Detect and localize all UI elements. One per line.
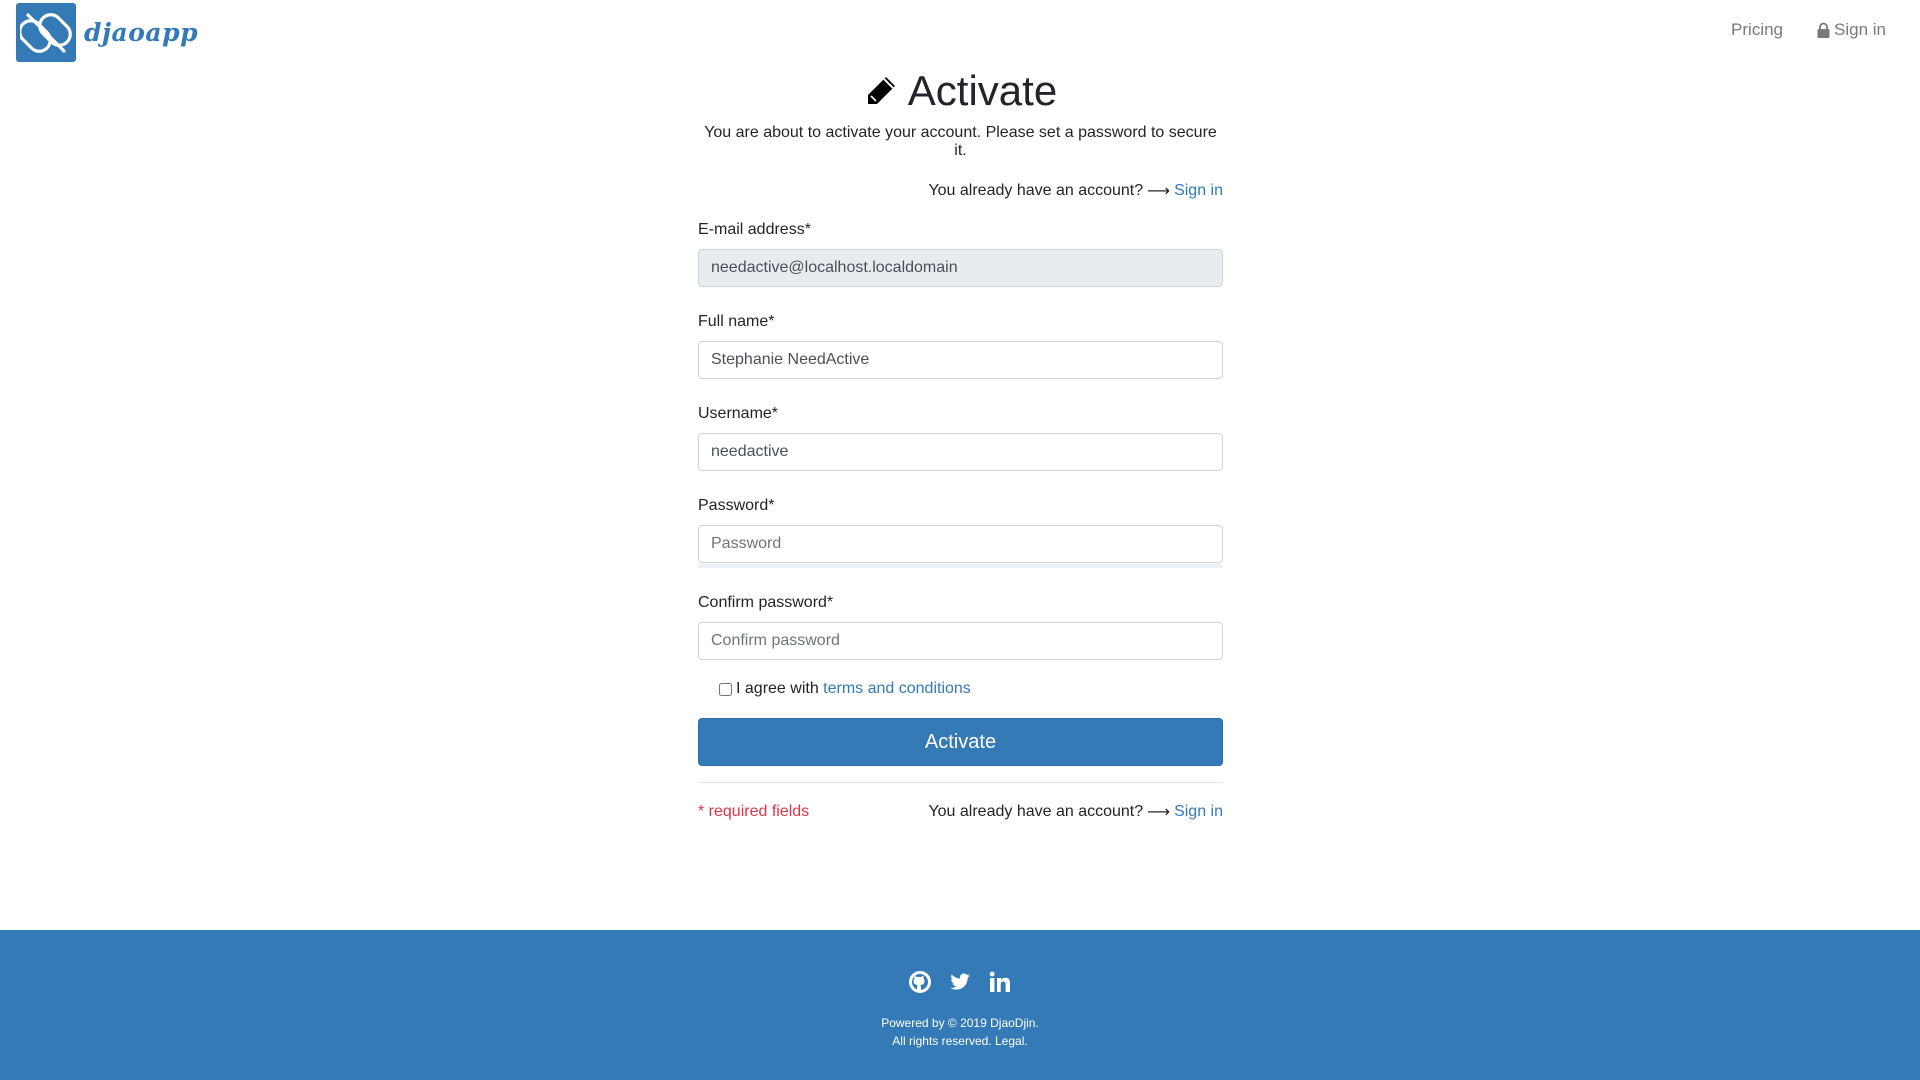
top-nav [1731, 20, 1886, 40]
nav-signin-link[interactable] [1817, 20, 1886, 40]
rights-text: All rights reserved. [892, 1034, 992, 1048]
powered-by-text: Powered by © 2019 DjaoDjin. [881, 1016, 1039, 1030]
signin-link-bottom[interactable]: Sign in [1174, 803, 1223, 820]
form-divider [698, 782, 1223, 783]
lock-icon [1817, 22, 1830, 38]
terms-link[interactable]: terms and conditions [823, 680, 971, 697]
agree-terms-row [698, 680, 1223, 698]
already-account-text-bottom: You already have an account? [928, 803, 1144, 820]
activate-form-container [698, 64, 1223, 822]
password-group [698, 497, 1223, 568]
username-label: Username* [698, 405, 779, 422]
arrow-right-icon: ⟶ [1147, 804, 1171, 821]
username-group [698, 405, 1223, 471]
confirm-password-field[interactable] [698, 622, 1223, 660]
activate-button[interactable]: Activate [698, 718, 1223, 766]
full-name-label: Full name* [698, 313, 775, 330]
full-name-field[interactable] [698, 341, 1223, 379]
footer-rights-line [0, 1032, 1920, 1050]
agree-terms-text: I agree with [736, 680, 819, 697]
github-icon[interactable] [908, 970, 932, 994]
social-links [0, 970, 1920, 994]
confirm-password-label: Confirm password* [698, 594, 834, 611]
djaoapp-logo-icon [16, 3, 76, 62]
username-field[interactable] [698, 433, 1223, 471]
site-footer [0, 930, 1920, 1080]
password-field[interactable] [698, 525, 1223, 563]
page-title [698, 66, 1223, 116]
page-lede: You are about to activate your account. Please set a password to secure it. [704, 124, 1217, 159]
password-label: Password* [698, 497, 775, 514]
required-fields-note: * required fields [698, 803, 810, 820]
already-account-bottom [928, 802, 1223, 822]
email-group [698, 221, 1223, 287]
email-label: E-mail address* [698, 221, 811, 238]
navbar [0, 0, 1920, 64]
signin-link-top[interactable]: Sign in [1174, 182, 1223, 199]
confirm-password-group [698, 594, 1223, 660]
form-footer [698, 802, 1223, 822]
already-account-text: You already have an account? [928, 182, 1144, 199]
agree-terms-checkbox[interactable] [719, 683, 732, 696]
footer-copyright [0, 1014, 1920, 1050]
brand-link[interactable] [16, 3, 198, 62]
full-name-group [698, 313, 1223, 379]
legal-link[interactable]: Legal. [995, 1034, 1028, 1048]
pencil-icon [864, 74, 898, 108]
password-strength-meter [698, 564, 1223, 568]
nav-signin-label: Sign in [1834, 20, 1886, 39]
twitter-icon[interactable] [948, 970, 972, 994]
brand-name: djaoapp [84, 18, 199, 47]
page-title-text: Activate [907, 67, 1058, 114]
linkedin-icon[interactable] [988, 970, 1012, 994]
email-field[interactable] [698, 249, 1223, 287]
nav-pricing-link[interactable]: Pricing [1731, 20, 1784, 39]
arrow-right-icon: ⟶ [1147, 183, 1171, 200]
already-account-top [698, 181, 1223, 201]
